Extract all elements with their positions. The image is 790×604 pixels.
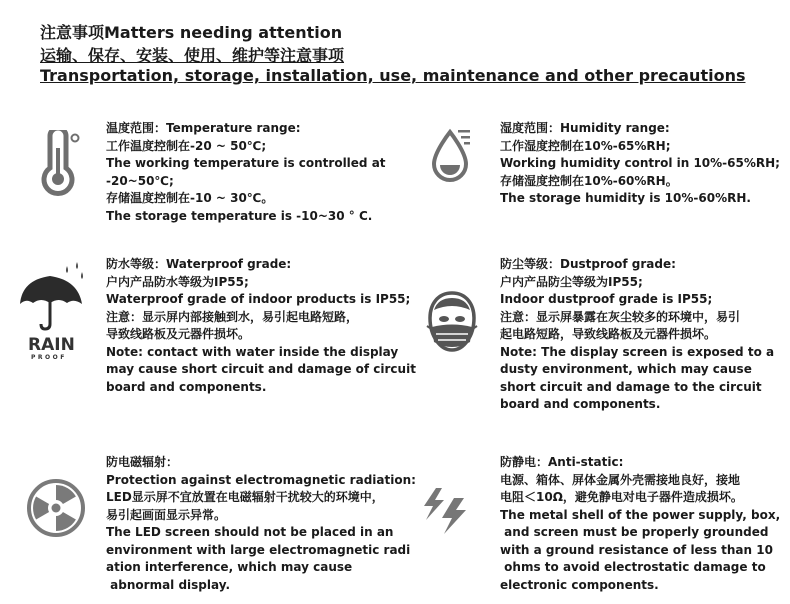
antistatic-line: 电阻＜10Ω，避免静电对电子器件造成损坏。	[500, 490, 743, 504]
humidity-line: 工作湿度控制在10%-65%RH;	[500, 138, 671, 153]
electromagnetic-line: LED显示屏不宜放置在电磁辐射干扰较大的环境中，	[106, 490, 384, 504]
temperature-line: 存储温度控制在-10 ~ 30℃。	[106, 191, 274, 205]
electromagnetic-line: 易引起画面显示异常。	[106, 507, 227, 522]
temperature-line: -20~50℃;	[106, 173, 174, 188]
antistatic-line: ohms to avoid electrostatic damage to	[500, 560, 766, 574]
antistatic-line: and screen must be properly grounded	[500, 525, 769, 539]
antistatic-section	[500, 454, 780, 594]
temperature-line: The storage temperature is -10~30 ° C.	[106, 208, 373, 223]
dustproof-line: 起电路短路，导致线路板及元器件损坏。	[500, 327, 717, 341]
rain-badge-text: RAIN	[28, 335, 75, 355]
umbrella-icon	[16, 258, 94, 362]
page-title: 注意事项Matters needing attention	[40, 23, 343, 42]
dustproof-section	[500, 256, 774, 414]
water-drop-icon	[430, 128, 474, 186]
dustproof-line: 户内产品防尘等级为IP55;	[500, 274, 643, 289]
waterproof-section	[106, 256, 416, 396]
waterproof-line: may cause short circuit and damage of circuit	[106, 362, 416, 376]
temperature-line: 工作温度控制在-20 ~ 50℃;	[106, 138, 267, 153]
electromagnetic-line: The LED screen should not be placed in an	[106, 525, 394, 539]
dustproof-line: Note: The display screen is exposed to a	[500, 344, 775, 359]
dustproof-line: short circuit and damage to the circuit	[500, 379, 762, 394]
lightning-icon	[420, 484, 472, 536]
waterproof-heading: 防水等级：Waterproof grade:	[106, 257, 292, 271]
waterproof-line: Waterproof grade of indoor products is IP55;	[106, 292, 411, 306]
dustproof-line: board and components.	[500, 397, 661, 411]
electromagnetic-heading: 防电磁辐射：	[106, 455, 179, 469]
antistatic-line: electronic components.	[500, 577, 659, 592]
electromagnetic-line: ation interference, which may cause	[106, 560, 353, 574]
temperature-line: The working temperature is controlled at	[106, 156, 386, 170]
page-subtitle-chinese: 运输、保存、安装、使用、维护等注意事项	[40, 46, 345, 65]
temperature-heading: 温度范围：Temperature range:	[106, 121, 301, 135]
humidity-line: 存储湿度控制在10%-60%RH。	[500, 173, 678, 188]
humidity-section	[500, 120, 780, 208]
page-subtitle-english: Transportation, storage, installation, use, maintenance and other precautions	[40, 66, 746, 85]
waterproof-line: 户内产品防水等级为IP55;	[106, 274, 249, 289]
thermometer-icon	[38, 130, 82, 196]
humidity-line: Working humidity control in 10%-65%RH;	[500, 156, 780, 170]
face-mask-icon	[424, 290, 480, 356]
radiation-icon	[26, 478, 86, 538]
waterproof-line: Note: contact with water inside the display	[106, 344, 399, 359]
dustproof-heading: 防尘等级：Dustproof grade:	[500, 257, 676, 271]
antistatic-heading: 防静电：Anti-static:	[500, 455, 624, 469]
waterproof-line: board and components.	[106, 379, 267, 394]
temperature-section	[106, 120, 386, 225]
electromagnetic-line: abnormal display.	[106, 577, 231, 592]
waterproof-line: 导致线路板及元器件损坏。	[106, 327, 251, 341]
dustproof-line: dusty environment, which may cause	[500, 362, 752, 376]
electromagnetic-section	[106, 454, 416, 594]
dustproof-line: Indoor dustproof grade is IP55;	[500, 292, 713, 306]
antistatic-line: with a ground resistance of less than 10	[500, 542, 773, 557]
waterproof-line: 注意：显示屏内部接触到水，易引起电路短路，	[106, 309, 359, 324]
proof-badge-text: PROOF	[31, 354, 67, 361]
antistatic-line: 电源、箱体、屏体金属外壳需接地良好，接地	[500, 472, 741, 487]
antistatic-line: The metal shell of the power supply, box,	[500, 507, 781, 522]
humidity-line: The storage humidity is 10%-60%RH.	[500, 191, 751, 205]
electromagnetic-line: Protection against electromagnetic radiation:	[106, 472, 416, 487]
electromagnetic-line: environment with large electromagnetic radi	[106, 542, 411, 557]
dustproof-line: 注意：显示屏暴露在灰尘较多的环境中，易引	[500, 309, 741, 324]
humidity-heading: 湿度范围：Humidity range:	[500, 121, 670, 135]
